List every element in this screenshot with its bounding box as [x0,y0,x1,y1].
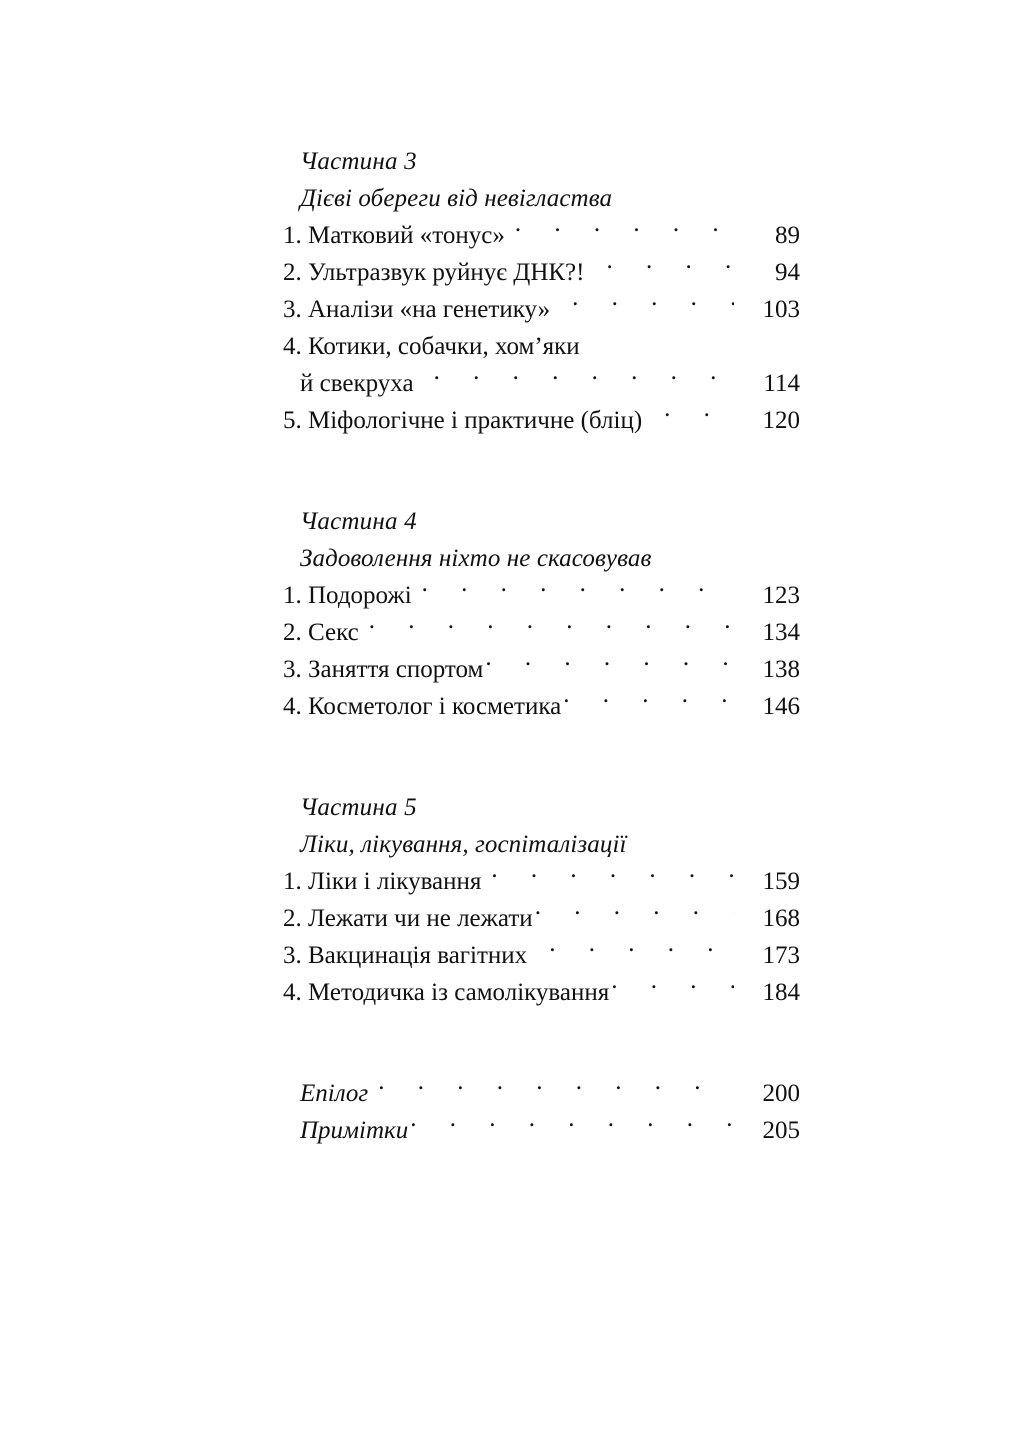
leader-dots [515,218,734,243]
toc-entry-title: 3. Аналізи «на генетику» [283,296,551,323]
toc-entry-page: 138 [762,656,800,683]
leader-dots [434,366,734,391]
toc-entry-page: 168 [762,905,800,932]
toc-entry-page: 146 [762,693,800,720]
toc-entry-title: 2. Ультразвук руйнує ДНК?! [283,259,585,286]
leader-dots [611,975,734,1000]
toc-entry-page: 205 [762,1117,800,1144]
part-heading [300,789,800,863]
toc-entry[interactable] [283,291,800,328]
toc-entry-page: 103 [762,296,800,323]
toc-entry-title: Епілог [300,1080,369,1107]
toc-entry[interactable] [300,365,800,402]
toc-entry-title: 2. Секс [283,619,359,646]
part-subtitle: Задоволення ніхто не скасовував [300,545,652,572]
toc-entry-page: 89 [775,222,800,249]
toc-entry[interactable] [283,254,800,291]
toc-entry-title: 4. Методичка із самолікування [283,979,610,1006]
toc-tail-entries [283,1075,800,1149]
toc-part-4 [283,503,800,725]
toc-entry-title: 2. Лежати чи не лежати [283,905,533,932]
toc-entry-title: 3. Вакцинація вагітних [283,942,528,969]
toc-entry-notes[interactable] [300,1112,800,1149]
toc-entry-page: 114 [763,370,800,397]
toc-entry-page: 123 [762,582,800,609]
toc-entry-page: 120 [762,407,800,434]
toc-entry-page: 173 [762,942,800,969]
toc-part-3 [283,143,800,439]
part-subtitle: Ліки, лікування, госпіталізації [300,831,627,858]
toc-part-5 [283,789,800,1011]
table-of-contents [283,143,800,1149]
toc-entry[interactable] [283,863,800,900]
toc-entry[interactable] [283,217,800,254]
leader-dots [422,578,734,603]
toc-entry[interactable] [283,937,800,974]
part-label: Частина 3 [300,148,417,175]
toc-entry-title-line2: й свекруха [300,370,414,397]
toc-entry[interactable] [283,974,800,1011]
toc-entry-epilogue[interactable] [300,1075,800,1112]
toc-entry-title: 5. Міфологічне і практичне (бліц) [283,407,643,434]
toc-entry-title: 4. Косметолог і косметика [283,693,562,720]
toc-entry-page: 184 [762,979,800,1006]
toc-entry-title: 3. Заняття спортом [283,656,484,683]
part-heading [300,503,800,577]
toc-entry[interactable] [283,614,800,651]
leader-dots [606,255,734,280]
part-label: Частина 4 [300,508,417,535]
part-label: Частина 5 [300,794,417,821]
toc-entry-title: Примітки [300,1117,409,1144]
toc-entry-title: 1. Матковий «тонус» [283,222,505,249]
toc-entry[interactable] [283,402,800,439]
toc-entry[interactable] [283,900,800,937]
toc-entry-title: 1. Ліки і лікування [283,868,482,895]
toc-entry-page: 94 [775,259,800,286]
part-heading [300,143,800,217]
leader-dots [410,1113,734,1138]
toc-entry-title-line1: 4. Котики, собачки, хом’яки [283,333,580,360]
leader-dots [549,938,734,963]
toc-entry-page: 134 [762,619,800,646]
leader-dots [664,403,734,428]
leader-dots [485,652,734,677]
toc-entry-page: 200 [762,1080,800,1107]
leader-dots [535,901,734,926]
leader-dots [369,615,734,640]
leader-dots [378,1076,734,1101]
part-subtitle: Дієві обереги від невігластва [300,185,613,212]
leader-dots [491,864,734,889]
toc-entry[interactable] [283,688,800,725]
toc-entry[interactable] [283,651,800,688]
toc-entry-title: 1. Подорожі [283,582,412,609]
leader-dots [563,689,734,714]
leader-dots [572,292,734,317]
toc-entry[interactable] [283,577,800,614]
toc-entry-page: 159 [762,868,800,895]
